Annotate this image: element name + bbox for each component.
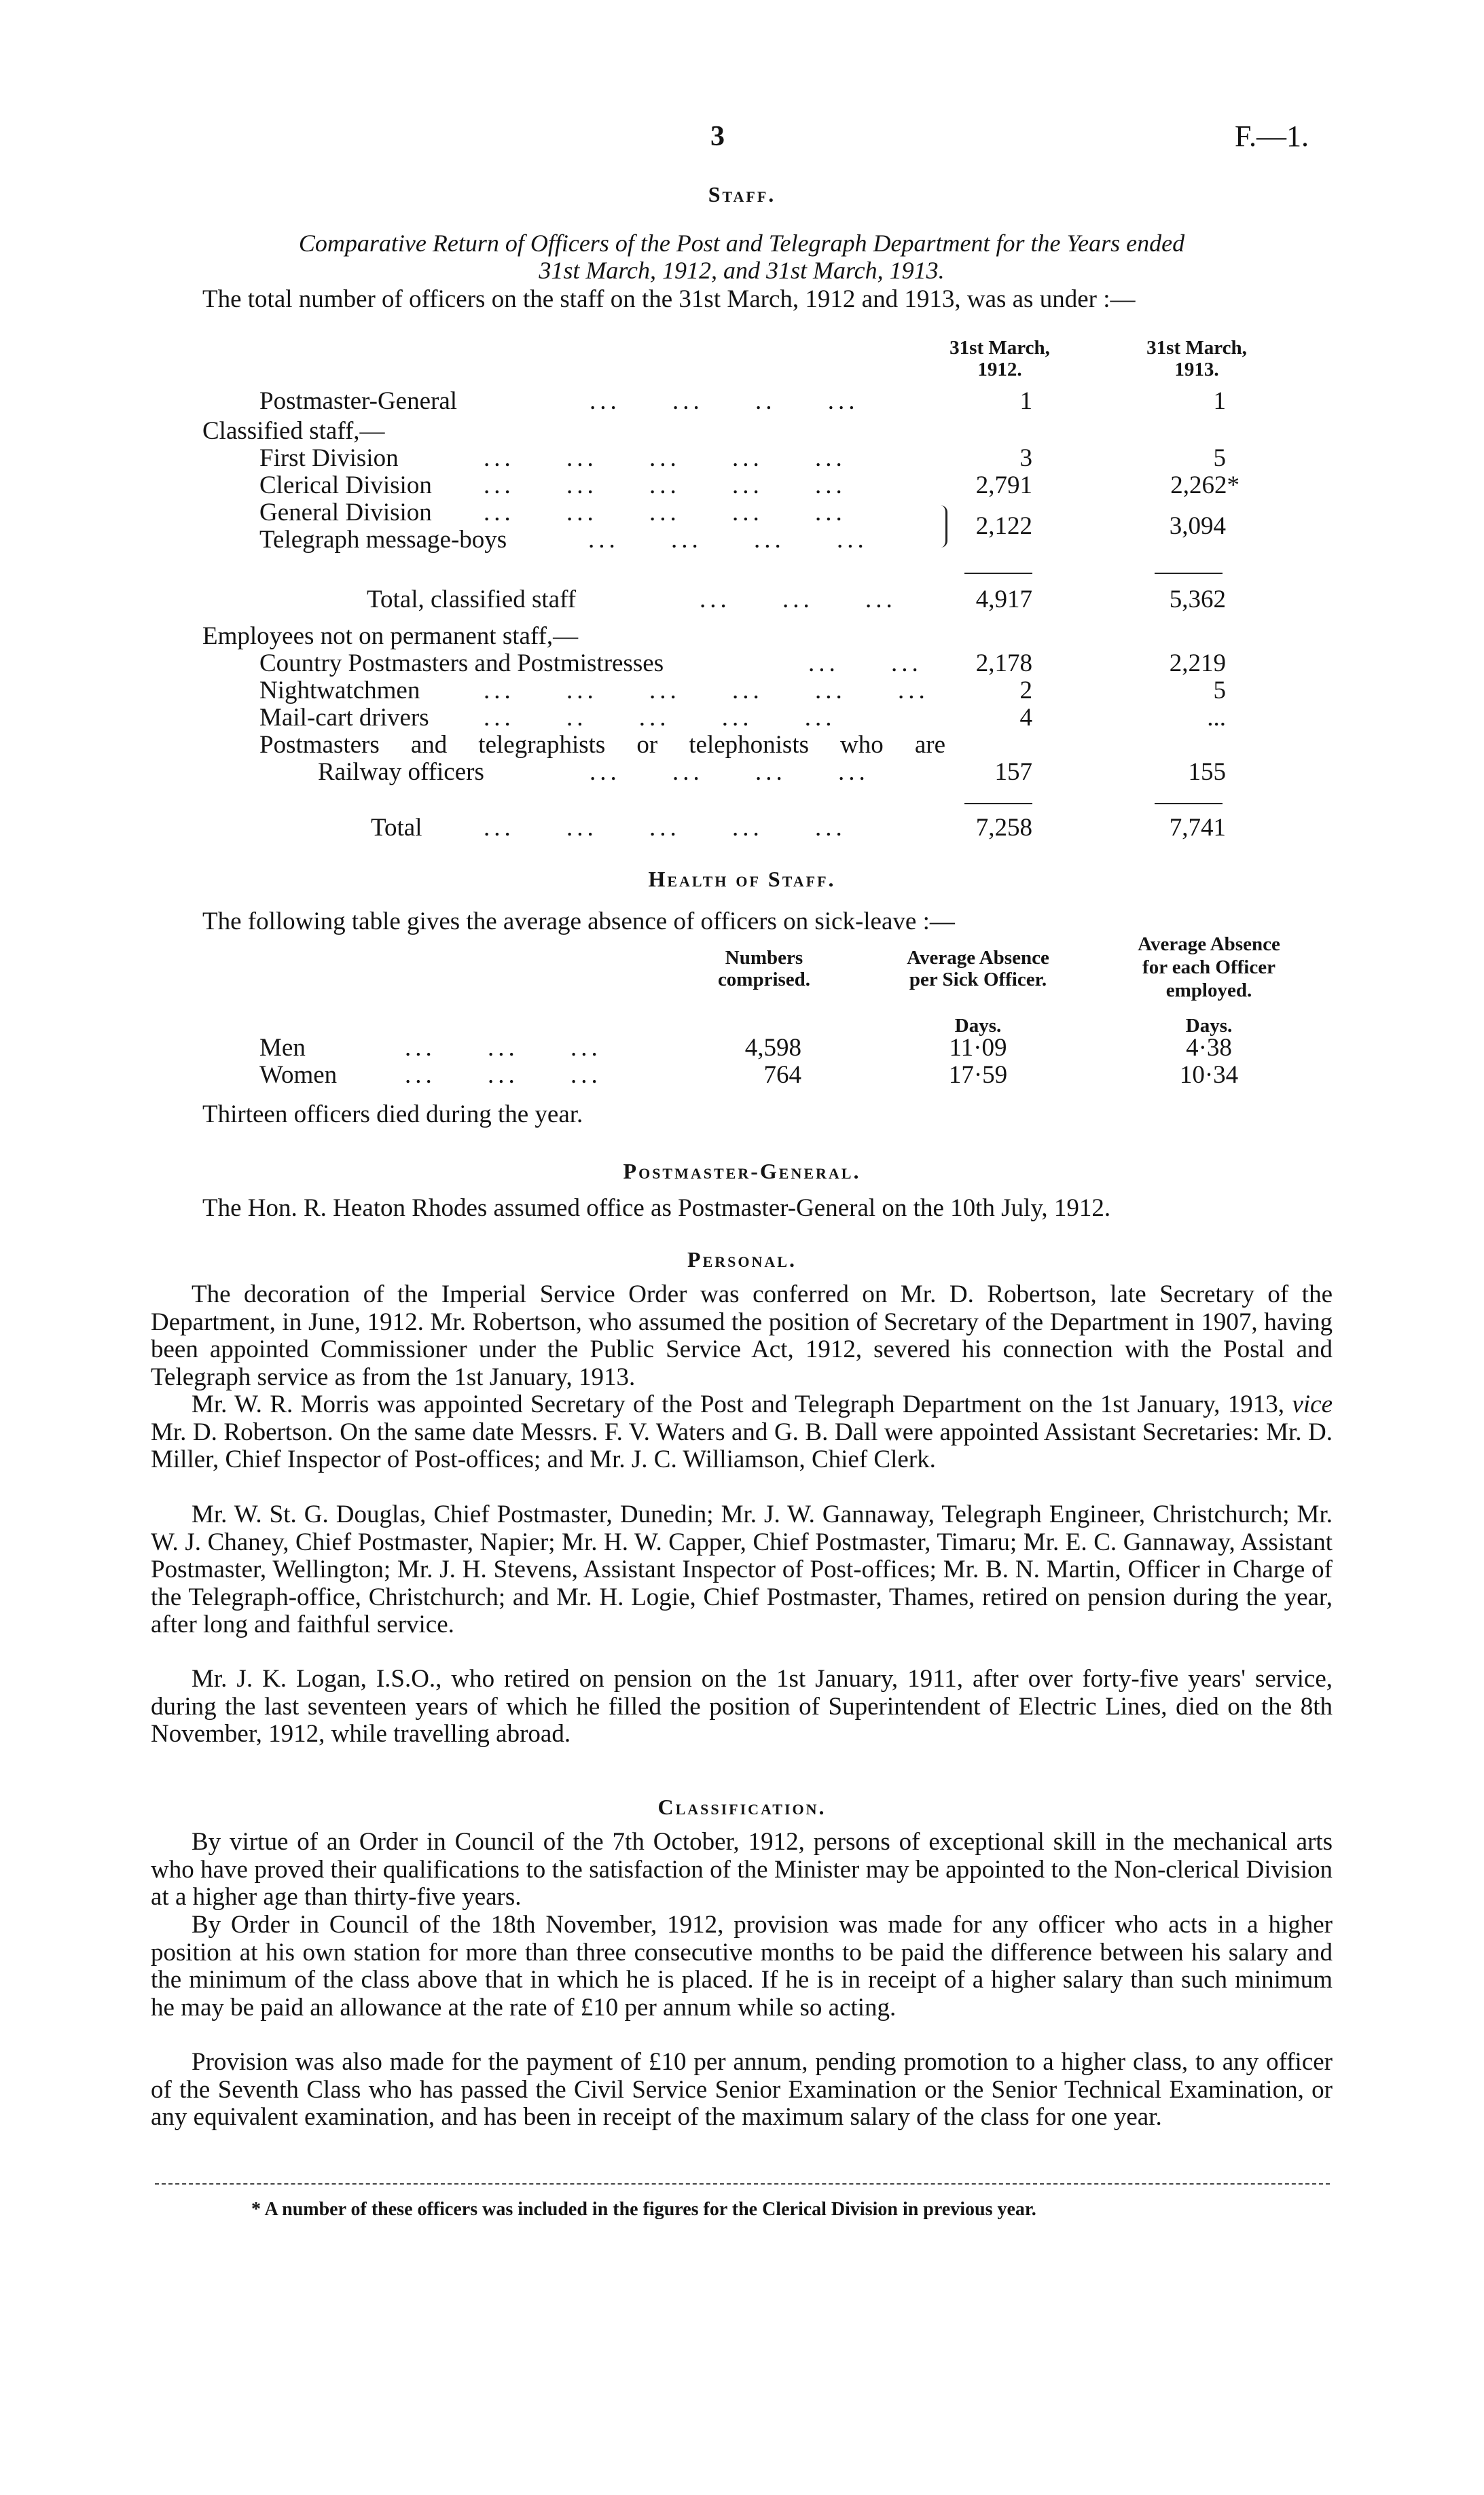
- leader-dots: ... .. ... ... ...: [484, 704, 836, 732]
- leader-dots: ... ... ... ... ... ...: [484, 677, 929, 704]
- doc-code: F.—1.: [1235, 120, 1309, 153]
- col-sick-heading-1: Average Absence: [907, 947, 1049, 969]
- page-number: 3: [710, 121, 725, 152]
- leader-dots: ... ... ...: [700, 586, 897, 613]
- col-1912-heading-2: 1912.: [977, 359, 1022, 380]
- personal-paragraph-2: [151, 1391, 1333, 1474]
- postmaster-general-title: Postmaster-General.: [623, 1159, 861, 1183]
- staff-row-label: Total: [371, 814, 422, 842]
- health-each-days: 4·38: [1186, 1034, 1232, 1062]
- col-each-heading-2: for each Officer: [1142, 956, 1275, 978]
- staff-value-1913: 2,219: [1169, 649, 1226, 677]
- health-numbers: 764: [763, 1061, 801, 1089]
- staff-subtitle-2: 31st March, 1912, and 31st March, 1913.: [539, 257, 945, 284]
- col-1912-heading-1: 31st March,: [949, 337, 1050, 359]
- staff-value-1913: 3,094: [1169, 512, 1226, 540]
- sum-rule: [1155, 573, 1223, 574]
- leader-dots: ... ... ... ... ...: [484, 471, 846, 499]
- personal-paragraph-4: [151, 1666, 1333, 1748]
- personal-paragraph-2-text-b: Mr. D. Robertson. On the same date Messrs. F. V. Waters and G. B. Dall were appointed Assistant Secretaries: Mr. D. Miller, Chief Inspector of Post-offices; and Mr. J. C. Williamson, Chief Clerk.: [151, 1418, 1333, 1473]
- staff-value-1913: 5: [1213, 444, 1226, 472]
- personal-title: Personal.: [687, 1247, 797, 1272]
- col-1913-heading-1: 31st March,: [1146, 337, 1247, 359]
- leader-dots: ... ... ... ... ...: [484, 499, 846, 526]
- staff-subtitle-1: Comparative Return of Officers of the Post and Telegraph Department for the Years ended: [298, 230, 1185, 257]
- health-each-days: 10·34: [1179, 1061, 1239, 1089]
- staff-row-label: Nightwatchmen: [259, 677, 420, 704]
- leader-dots: ... ... ... ...: [588, 526, 868, 554]
- leader-dots: ... ... ...: [405, 1034, 602, 1062]
- leader-dots: ... ... ... ...: [590, 758, 869, 786]
- personal-paragraph-1: [151, 1281, 1333, 1391]
- classification-title: Classification.: [657, 1795, 827, 1819]
- leader-dots: ... ...: [808, 649, 922, 677]
- classification-paragraph-1: [151, 1829, 1333, 1911]
- health-row-label: Women: [259, 1061, 338, 1089]
- classification-paragraph-2-text: By Order in Council of the 18th November, 1912, provision was made for any officer who acts in a higher position at his own station for more than three consecutive months to be paid the difference between his salary and the minimum of the class above that in which he is placed. If he is in receipt of a higher salary than such minimum he may be paid an allowance at the rate of £10 per annum while so acting.: [151, 1911, 1333, 2022]
- staff-intro: The total number of officers on the staff on the 31st March, 1912 and 1913, was as under :—: [202, 285, 1136, 313]
- staff-row-label: Clerical Division: [259, 471, 432, 499]
- classification-paragraph-2: [151, 1911, 1333, 2022]
- unit-sick: Days.: [954, 1015, 1002, 1037]
- col-1913-heading-2: 1913.: [1174, 359, 1219, 380]
- staff-value-1912: 4: [1019, 704, 1032, 732]
- personal-paragraph-3: [151, 1501, 1333, 1639]
- col-each-heading-1: Average Absence: [1138, 933, 1280, 955]
- staff-value-1913: 2,262*: [1170, 471, 1239, 499]
- staff-value-1912: 2,122: [975, 512, 1032, 540]
- sum-rule: [1155, 803, 1223, 804]
- classification-paragraph-3: [151, 2049, 1333, 2132]
- leader-dots: ... ... ...: [405, 1061, 602, 1089]
- staff-value-1912: 2,791: [975, 471, 1032, 499]
- personal-paragraph-2-text-a: Mr. W. R. Morris was appointed Secretary of the Post and Telegraph Department on the 1st January, 1913,: [192, 1390, 1285, 1418]
- health-row-label: Men: [259, 1034, 306, 1062]
- unit-each: Days.: [1185, 1015, 1233, 1037]
- staff-value-1912: 7,258: [975, 814, 1032, 842]
- staff-row-label: Total, classified staff: [367, 586, 577, 613]
- col-sick-heading-2: per Sick Officer.: [909, 969, 1047, 990]
- staff-title: Staff.: [708, 182, 776, 207]
- leader-dots: ... ... ... ... ...: [484, 444, 846, 472]
- personal-paragraph-3-text: Mr. W. St. G. Douglas, Chief Postmaster, Dunedin; Mr. J. W. Gannaway, Telegraph Engineer, Christchurch; Mr. W. J. Chaney, Chief Postmaster, Napier; Mr. H. W. Capper, Chief Postmaster, Timaru; Mr. E. C. Gannaway, Assistant Postmaster, Wellington; Mr. J. H. Stevens, Assistant Inspector of Post-offices; Mr. B. N. Martin, Officer in Charge of the Telegraph-office, Christchurch; and Mr. H. Logie, Chief Postmaster, Thames, retired on pension during the year, after long and faithful service.: [151, 1501, 1333, 1638]
- health-sick-days: 11·09: [949, 1034, 1007, 1062]
- health-title: Health of Staff.: [648, 867, 836, 891]
- staff-row-label: Mail-cart drivers: [259, 704, 429, 732]
- classification-paragraph-3-text: Provision was also made for the payment of £10 per annum, pending promotion to a higher class, to any officer of the Seventh Class who has passed the Civil Service Senior Examination or the Senior Technical Examination, or any equivalent examination, and has been in receipt of the maximum salary of the class for one year.: [151, 2048, 1333, 2131]
- staff-value-1913: ...: [1207, 704, 1226, 732]
- leader-dots: ... ... .. ...: [590, 387, 859, 415]
- staff-value-1912: 157: [994, 758, 1032, 786]
- staff-value-1913: 5,362: [1169, 586, 1226, 613]
- staff-value-1913: 7,741: [1169, 814, 1226, 842]
- staff-row-label: Postmaster-General: [259, 387, 458, 415]
- staff-value-1912: 4,917: [975, 586, 1032, 613]
- sum-rule: [964, 573, 1032, 574]
- health-intro: The following table gives the average absence of officers on sick-leave :—: [202, 908, 955, 935]
- classification-paragraph-1-text: By virtue of an Order in Council of the 7th October, 1912, persons of exceptional skill in the mechanical arts who have proved their qualifications to the satisfaction of the Minister may be appointed to the Non-clerical Division at a higher age than thirty-five years.: [151, 1828, 1333, 1911]
- leader-dots: ... ... ... ... ...: [484, 814, 846, 842]
- staff-row-label: Country Postmasters and Postmistresses: [259, 649, 664, 677]
- staff-value-1912: 1: [1019, 387, 1032, 415]
- staff-row-label: Telegraph message-boys: [259, 526, 507, 554]
- col-numbers-heading-1: Numbers: [725, 947, 803, 969]
- staff-row-label: Classified staff,—: [202, 417, 385, 445]
- health-numbers: 4,598: [744, 1034, 801, 1062]
- staff-value-1913: 5: [1213, 677, 1226, 704]
- personal-paragraph-2-vice: vice: [1292, 1390, 1333, 1418]
- staff-row-label: General Division: [259, 499, 432, 526]
- personal-paragraph-4-text: Mr. J. K. Logan, I.S.O., who retired on pension on the 1st January, 1911, after over forty-five years' service, during the last seventeen years of which he filled the position of Superintendent of Electric Lines, died on the 8th November, 1912, while travelling abroad.: [151, 1665, 1333, 1748]
- staff-value-1912: 2: [1019, 677, 1032, 704]
- staff-value-1913: 1: [1213, 387, 1226, 415]
- staff-value-1912: 3: [1019, 444, 1032, 472]
- staff-row-label: Railway officers: [318, 758, 484, 786]
- sum-rule: [964, 803, 1032, 804]
- col-each-heading-3: employed.: [1165, 980, 1252, 1001]
- footnote-rule: [155, 2183, 1330, 2185]
- health-deaths: Thirteen officers died during the year.: [202, 1100, 583, 1128]
- personal-paragraph-1-text: The decoration of the Imperial Service Order was conferred on Mr. D. Robertson, late Secretary of the Department, in June, 1912. Mr. Robertson, who assumed the position of Secretary of the Department in 1907, having been appointed Commissioner under the Public Service Act, 1912, severed his connection with the Postal and Telegraph service as from the 1st January, 1913.: [151, 1280, 1333, 1391]
- staff-value-1912: 2,178: [975, 649, 1032, 677]
- staff-row-label: Employees not on permanent staff,—: [202, 622, 579, 650]
- col-numbers-heading-2: comprised.: [717, 969, 811, 990]
- postmaster-general-text: The Hon. R. Heaton Rhodes assumed office as Postmaster-General on the 10th July, 1912.: [202, 1194, 1111, 1222]
- staff-value-1913: 155: [1188, 758, 1226, 786]
- footnote: * A number of these officers was included in the figures for the Clerical Division in previous year.: [251, 2199, 1036, 2220]
- staff-row-label: Postmasters and telegraphists or telephonists who are: [259, 731, 945, 759]
- staff-row-label: First Division: [259, 444, 399, 472]
- health-sick-days: 17·59: [948, 1061, 1008, 1089]
